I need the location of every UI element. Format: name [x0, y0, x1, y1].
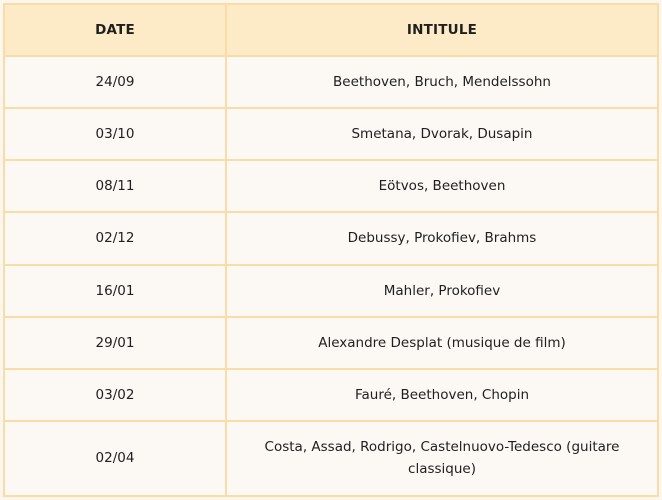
table-row — [4, 160, 658, 212]
table-row — [4, 265, 658, 317]
table-row — [4, 369, 658, 421]
header-date: DATE — [4, 4, 226, 56]
cell-title: Debussy, Prokofiev, Brahms — [226, 212, 658, 264]
schedule-table — [3, 3, 659, 497]
cell-title: Alexandre Desplat (musique de film) — [226, 317, 658, 369]
cell-title: Costa, Assad, Rodrigo, Castelnuovo-Tedesco (guitare classique) — [226, 421, 658, 496]
table-row — [4, 108, 658, 160]
concert-schedule-table — [3, 3, 659, 497]
cell-date: 03/02 — [4, 369, 226, 421]
cell-date: 02/04 — [4, 421, 226, 496]
cell-date: 29/01 — [4, 317, 226, 369]
cell-title: Beethoven, Bruch, Mendelssohn — [226, 56, 658, 108]
cell-date: 02/12 — [4, 212, 226, 264]
table-row — [4, 212, 658, 264]
cell-title: Smetana, Dvorak, Dusapin — [226, 108, 658, 160]
table-row — [4, 421, 658, 496]
cell-title: Fauré, Beethoven, Chopin — [226, 369, 658, 421]
cell-date: 16/01 — [4, 265, 226, 317]
table-row — [4, 317, 658, 369]
cell-date: 24/09 — [4, 56, 226, 108]
table-row — [4, 56, 658, 108]
cell-title: Mahler, Prokofiev — [226, 265, 658, 317]
cell-date: 03/10 — [4, 108, 226, 160]
cell-date: 08/11 — [4, 160, 226, 212]
table-header-row — [4, 4, 658, 56]
header-title: INTITULE — [226, 4, 658, 56]
cell-title: Eötvos, Beethoven — [226, 160, 658, 212]
